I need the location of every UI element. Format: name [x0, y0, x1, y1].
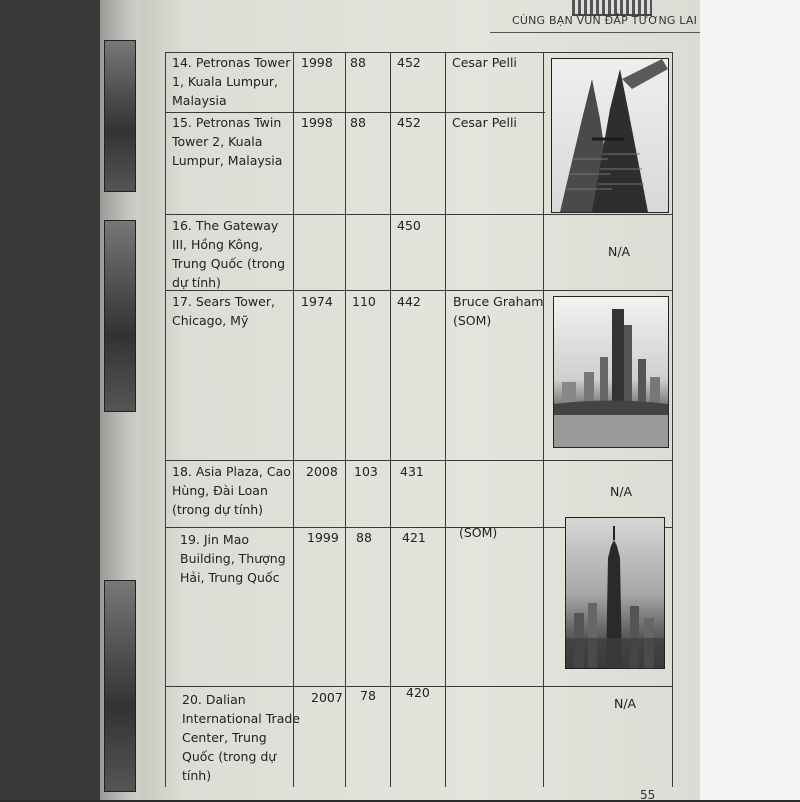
year-built: 2007 [311, 690, 343, 705]
year-built: 2008 [306, 464, 338, 479]
petronas-towers-icon [552, 59, 668, 212]
floor-count: 88 [350, 55, 366, 70]
table-border-right [672, 52, 673, 787]
jin-mao-icon [566, 518, 664, 668]
left-page-photo [104, 40, 136, 192]
architect: (SOM) [459, 525, 498, 540]
left-page-photo [104, 220, 136, 412]
height-meters: 452 [397, 115, 421, 130]
height-meters: 450 [397, 218, 421, 233]
table-col-divider [445, 52, 446, 787]
building-name: 17. Sears Tower, Chicago, Mỹ [172, 294, 275, 328]
year-built: 1998 [301, 115, 333, 130]
header-slogan: CÙNG BẠN VUN ĐẮP TƯƠNG LAI [512, 14, 698, 27]
year-built: 1999 [307, 530, 339, 545]
image-not-available: N/A [610, 484, 633, 499]
left-page-photo [104, 580, 136, 792]
floor-count: 110 [352, 294, 376, 309]
header-rule [490, 32, 700, 33]
sears-tower-photo [553, 296, 669, 448]
height-meters: 420 [406, 685, 430, 700]
building-name: 19. Jin Mao Building, Thượng Hải, Trung Quốc [180, 532, 286, 585]
jin-mao-photo [565, 517, 665, 669]
table-row-divider [165, 214, 673, 215]
table-row-divider [165, 460, 673, 461]
architect: Cesar Pelli [452, 55, 517, 70]
height-meters: 452 [397, 55, 421, 70]
left-background [0, 0, 100, 800]
floor-count: 78 [360, 688, 376, 703]
floor-count: 88 [350, 115, 366, 130]
floor-count: 88 [356, 530, 372, 545]
height-meters: 442 [397, 294, 421, 309]
table-col-divider [293, 52, 294, 787]
year-built: 1998 [301, 55, 333, 70]
architect: Bruce Graham (SOM) [453, 294, 544, 328]
year-built: 1974 [301, 294, 333, 309]
height-meters: 421 [402, 530, 426, 545]
architect: Cesar Pelli [452, 115, 517, 130]
image-not-available: N/A [608, 244, 631, 259]
building-name: 18. Asia Plaza, Cao Hùng, Đài Loan (trong dự tính) [172, 464, 291, 517]
right-background [700, 0, 800, 800]
height-meters: 431 [400, 464, 424, 479]
building-name: 15. Petronas Twin Tower 2, Kuala Lumpur, Malaysia [172, 115, 283, 168]
table-col-divider [390, 52, 391, 787]
building-name: 16. The Gateway III, Hồng Kông, Trung Quốc (trong dự tính) [172, 218, 286, 290]
building-name: 20. Dalian International Trade Center, Trung Quốc (trong dự tính) [182, 692, 300, 783]
table-col-divider [543, 52, 544, 787]
image-not-available: N/A [614, 696, 637, 711]
table-col-divider [345, 52, 346, 787]
petronas-towers-photo [551, 58, 669, 213]
page-number: 55 [640, 788, 656, 802]
sears-tower-icon [554, 297, 668, 447]
building-name: 14. Petronas Tower 1, Kuala Lumpur, Malaysia [172, 55, 291, 108]
floor-count: 103 [354, 464, 378, 479]
table-border-left [165, 52, 166, 787]
